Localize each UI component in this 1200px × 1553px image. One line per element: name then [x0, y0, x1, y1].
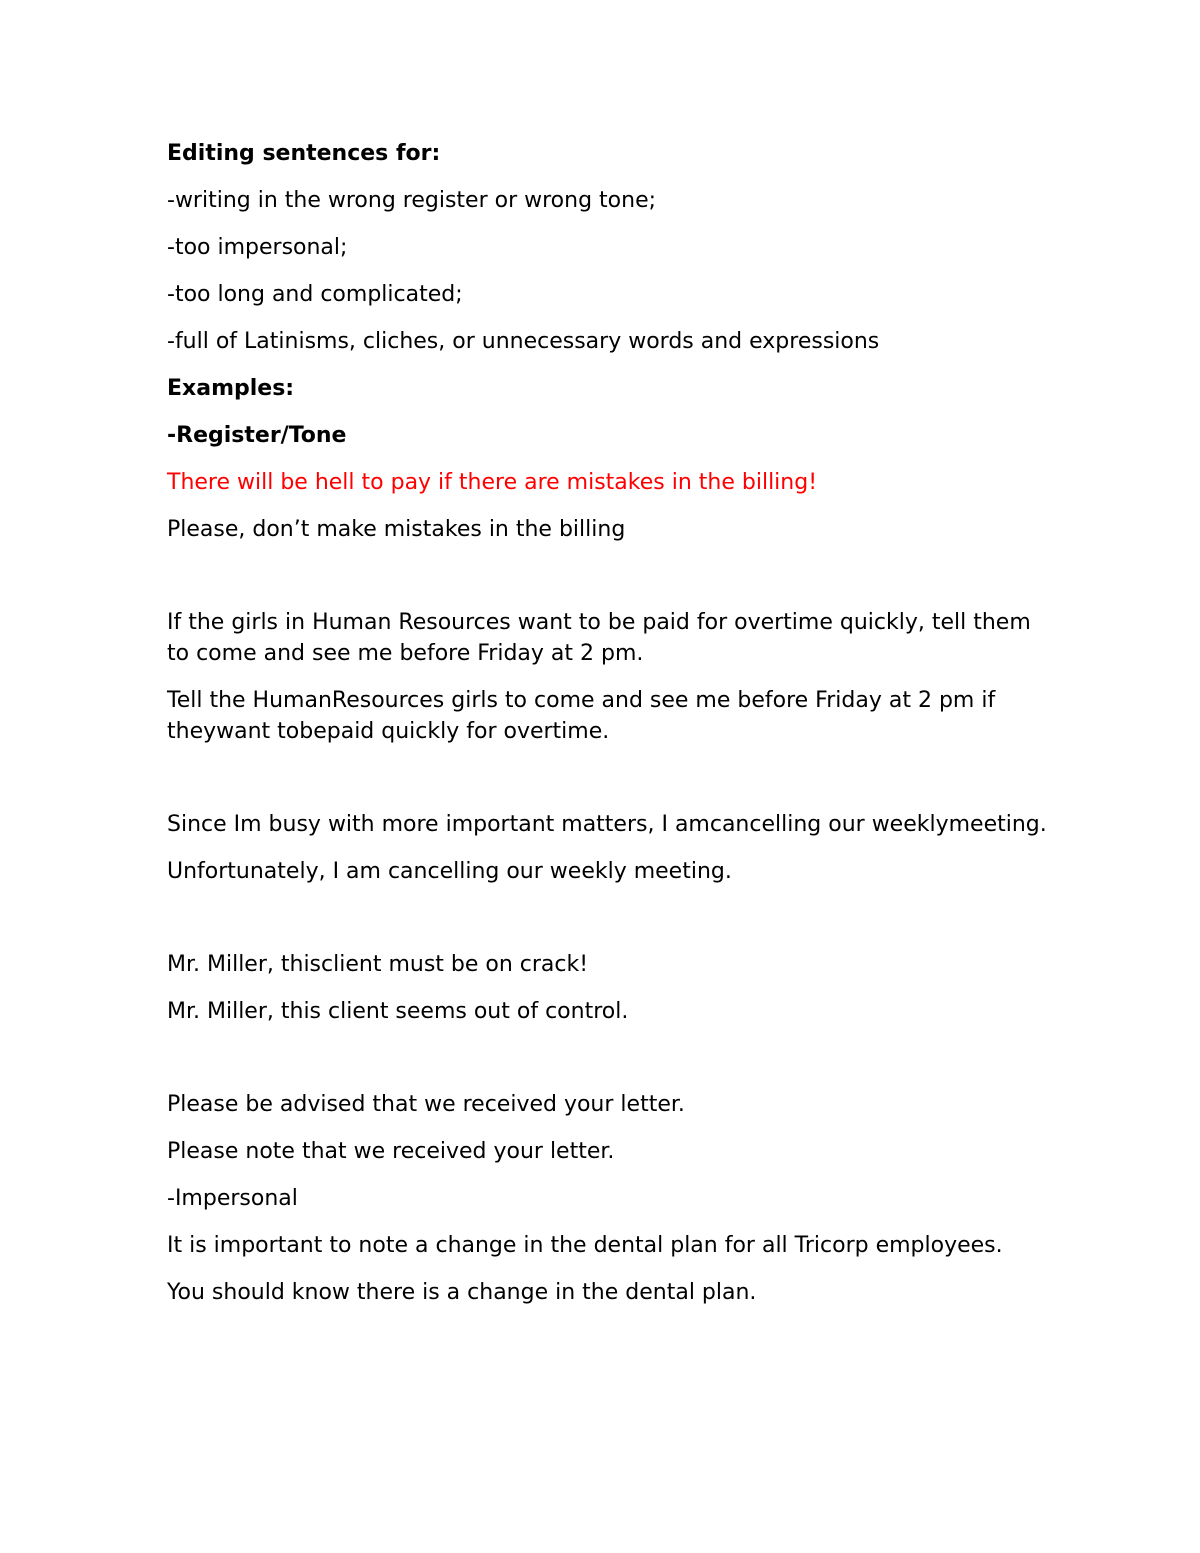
example-after: Please note that we received your letter. [167, 1139, 615, 1164]
example-before: There will be hell to pay if there are mistakes in the billing! [167, 470, 818, 495]
example-before: Since Im busy with more important matters, I amcancelling our weeklymeeting. [167, 812, 1047, 837]
criterion-impersonal: -too impersonal; [167, 235, 348, 260]
document-body [167, 138, 1047, 1324]
example-after: Please, don’t make mistakes in the billing [167, 517, 626, 542]
document-heading: Editing sentences for: [167, 141, 441, 166]
impersonal-heading: -Impersonal [167, 1186, 298, 1211]
example-before: If the girls in Human Resources want to be paid for overtime quickly, tell them to come and see me before Friday at 2 pm. [167, 610, 1031, 666]
example-after: You should know there is a change in the dental plan. [167, 1280, 757, 1305]
spacer [167, 903, 1047, 949]
example-after: Unfortunately, I am cancelling our weekly meeting. [167, 859, 732, 884]
criterion-register: -writing in the wrong register or wrong tone; [167, 188, 657, 213]
criterion-long: -too long and complicated; [167, 282, 463, 307]
register-heading: -Register/Tone [167, 423, 347, 448]
spacer [167, 1043, 1047, 1089]
criterion-latinisms: -full of Latinisms, cliches, or unnecessary words and expressions [167, 329, 880, 354]
example-after: Tell the HumanResources girls to come and see me before Friday at 2 pm if theywant tobepaid quickly for overtime. [167, 688, 996, 744]
example-before: It is important to note a change in the dental plan for all Tricorp employees. [167, 1233, 1003, 1258]
example-after: Mr. Miller, this client seems out of control. [167, 999, 629, 1024]
example-before: Mr. Miller, thisclient must be on crack! [167, 952, 589, 977]
examples-heading: Examples: [167, 376, 295, 401]
spacer [167, 763, 1047, 809]
spacer [167, 561, 1047, 607]
example-before: Please be advised that we received your letter. [167, 1092, 685, 1117]
